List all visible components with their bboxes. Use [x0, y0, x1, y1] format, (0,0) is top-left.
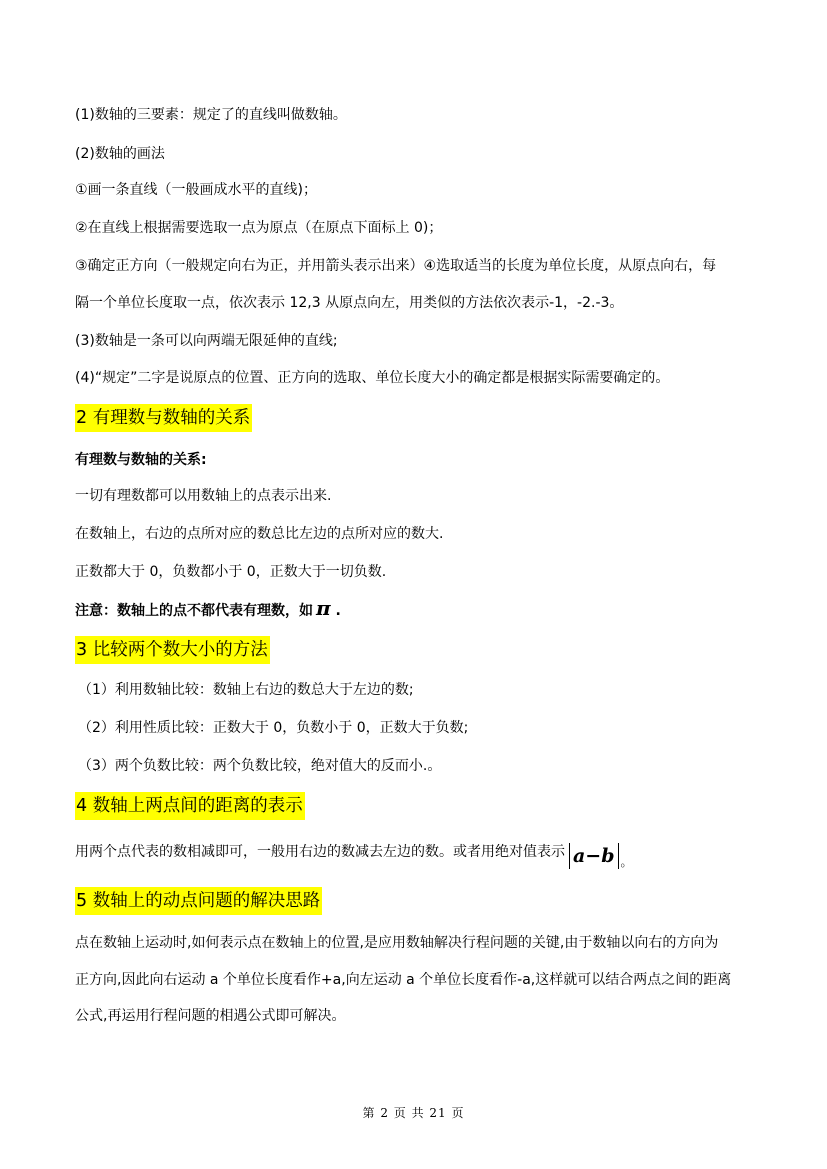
section-heading: 4 数轴上两点间的距离的表示: [75, 792, 305, 820]
paragraph-line: (4)“规定”二字是说原点的位置、正方向的选取、单位长度大小的确定都是根据实际需要确定的。: [75, 370, 670, 386]
page-number: 第 2 页 共 21 页: [362, 1106, 465, 1120]
paragraph-line: 公式,再运用行程问题的相遇公式即可解决。: [75, 1008, 346, 1024]
paragraph-line: ①画一条直线（一般画成水平的直线)；: [75, 182, 318, 198]
note-suffix: .: [330, 603, 341, 619]
section-heading: 2 有理数与数轴的关系: [75, 404, 252, 432]
paragraph-line: [75, 842, 757, 872]
paragraph-line: 正数都大于 0，负数都小于 0，正数大于一切负数.: [75, 564, 387, 580]
paragraph-line: (3)数轴是一条可以向两端无限延伸的直线;: [75, 333, 338, 349]
section-heading: 5 数轴上的动点问题的解决思路: [75, 887, 322, 915]
note-line: [75, 598, 757, 621]
distance-text: 用两个点代表的数相减即可，一般用右边的数减去左边的数。或者用绝对值表示: [75, 844, 565, 860]
note-prefix: 注意：数轴上的点不都代表有理数，如: [75, 603, 313, 619]
paragraph-line: ③确定正方向（一般规定向右为正，并用箭头表示出来）④选取适当的长度为单位长度，从原点向右，每: [75, 258, 717, 274]
paragraph-line: (1)数轴的三要素：规定了的直线叫做数轴。: [75, 107, 347, 123]
paragraph-line: 一切有理数都可以用数轴上的点表示出来.: [75, 488, 332, 504]
section-subtitle: 有理数与数轴的关系:: [75, 452, 207, 468]
pi-symbol: π: [316, 596, 331, 620]
paragraph-line: 在数轴上，右边的点所对应的数总比左边的点所对应的数大.: [75, 526, 444, 542]
formula-tail: 。: [620, 855, 633, 869]
paragraph-line: 隔一个单位长度取一点，依次表示 12,3 从原点向左，用类似的方法依次表示-1，-2.-3。: [75, 295, 624, 311]
list-item: （1）利用数轴比较：数轴上右边的数总大于左边的数;: [78, 682, 414, 698]
list-item: （3）两个负数比较：两个负数比较，绝对值大的反而小.。: [78, 758, 442, 774]
paragraph-line: (2)数轴的画法: [75, 146, 165, 162]
paragraph-line: 正方向,因此向右运动 a 个单位长度看作+a,向左运动 a 个单位长度看作-a,这样就可以结合两点之间的距离: [75, 972, 732, 988]
section-heading: 3 比较两个数大小的方法: [75, 636, 270, 664]
paragraph-line: ②在直线上根据需要选取一点为原点（在原点下面标上 0)；: [75, 220, 443, 236]
absolute-value-formula: a−b: [569, 843, 619, 869]
paragraph-line: 点在数轴上运动时,如何表示点在数轴上的位置,是应用数轴解决行程问题的关键,由于数轴以向右的方向为: [75, 935, 719, 951]
list-item: （2）利用性质比较：正数大于 0，负数小于 0，正数大于负数;: [78, 720, 469, 736]
